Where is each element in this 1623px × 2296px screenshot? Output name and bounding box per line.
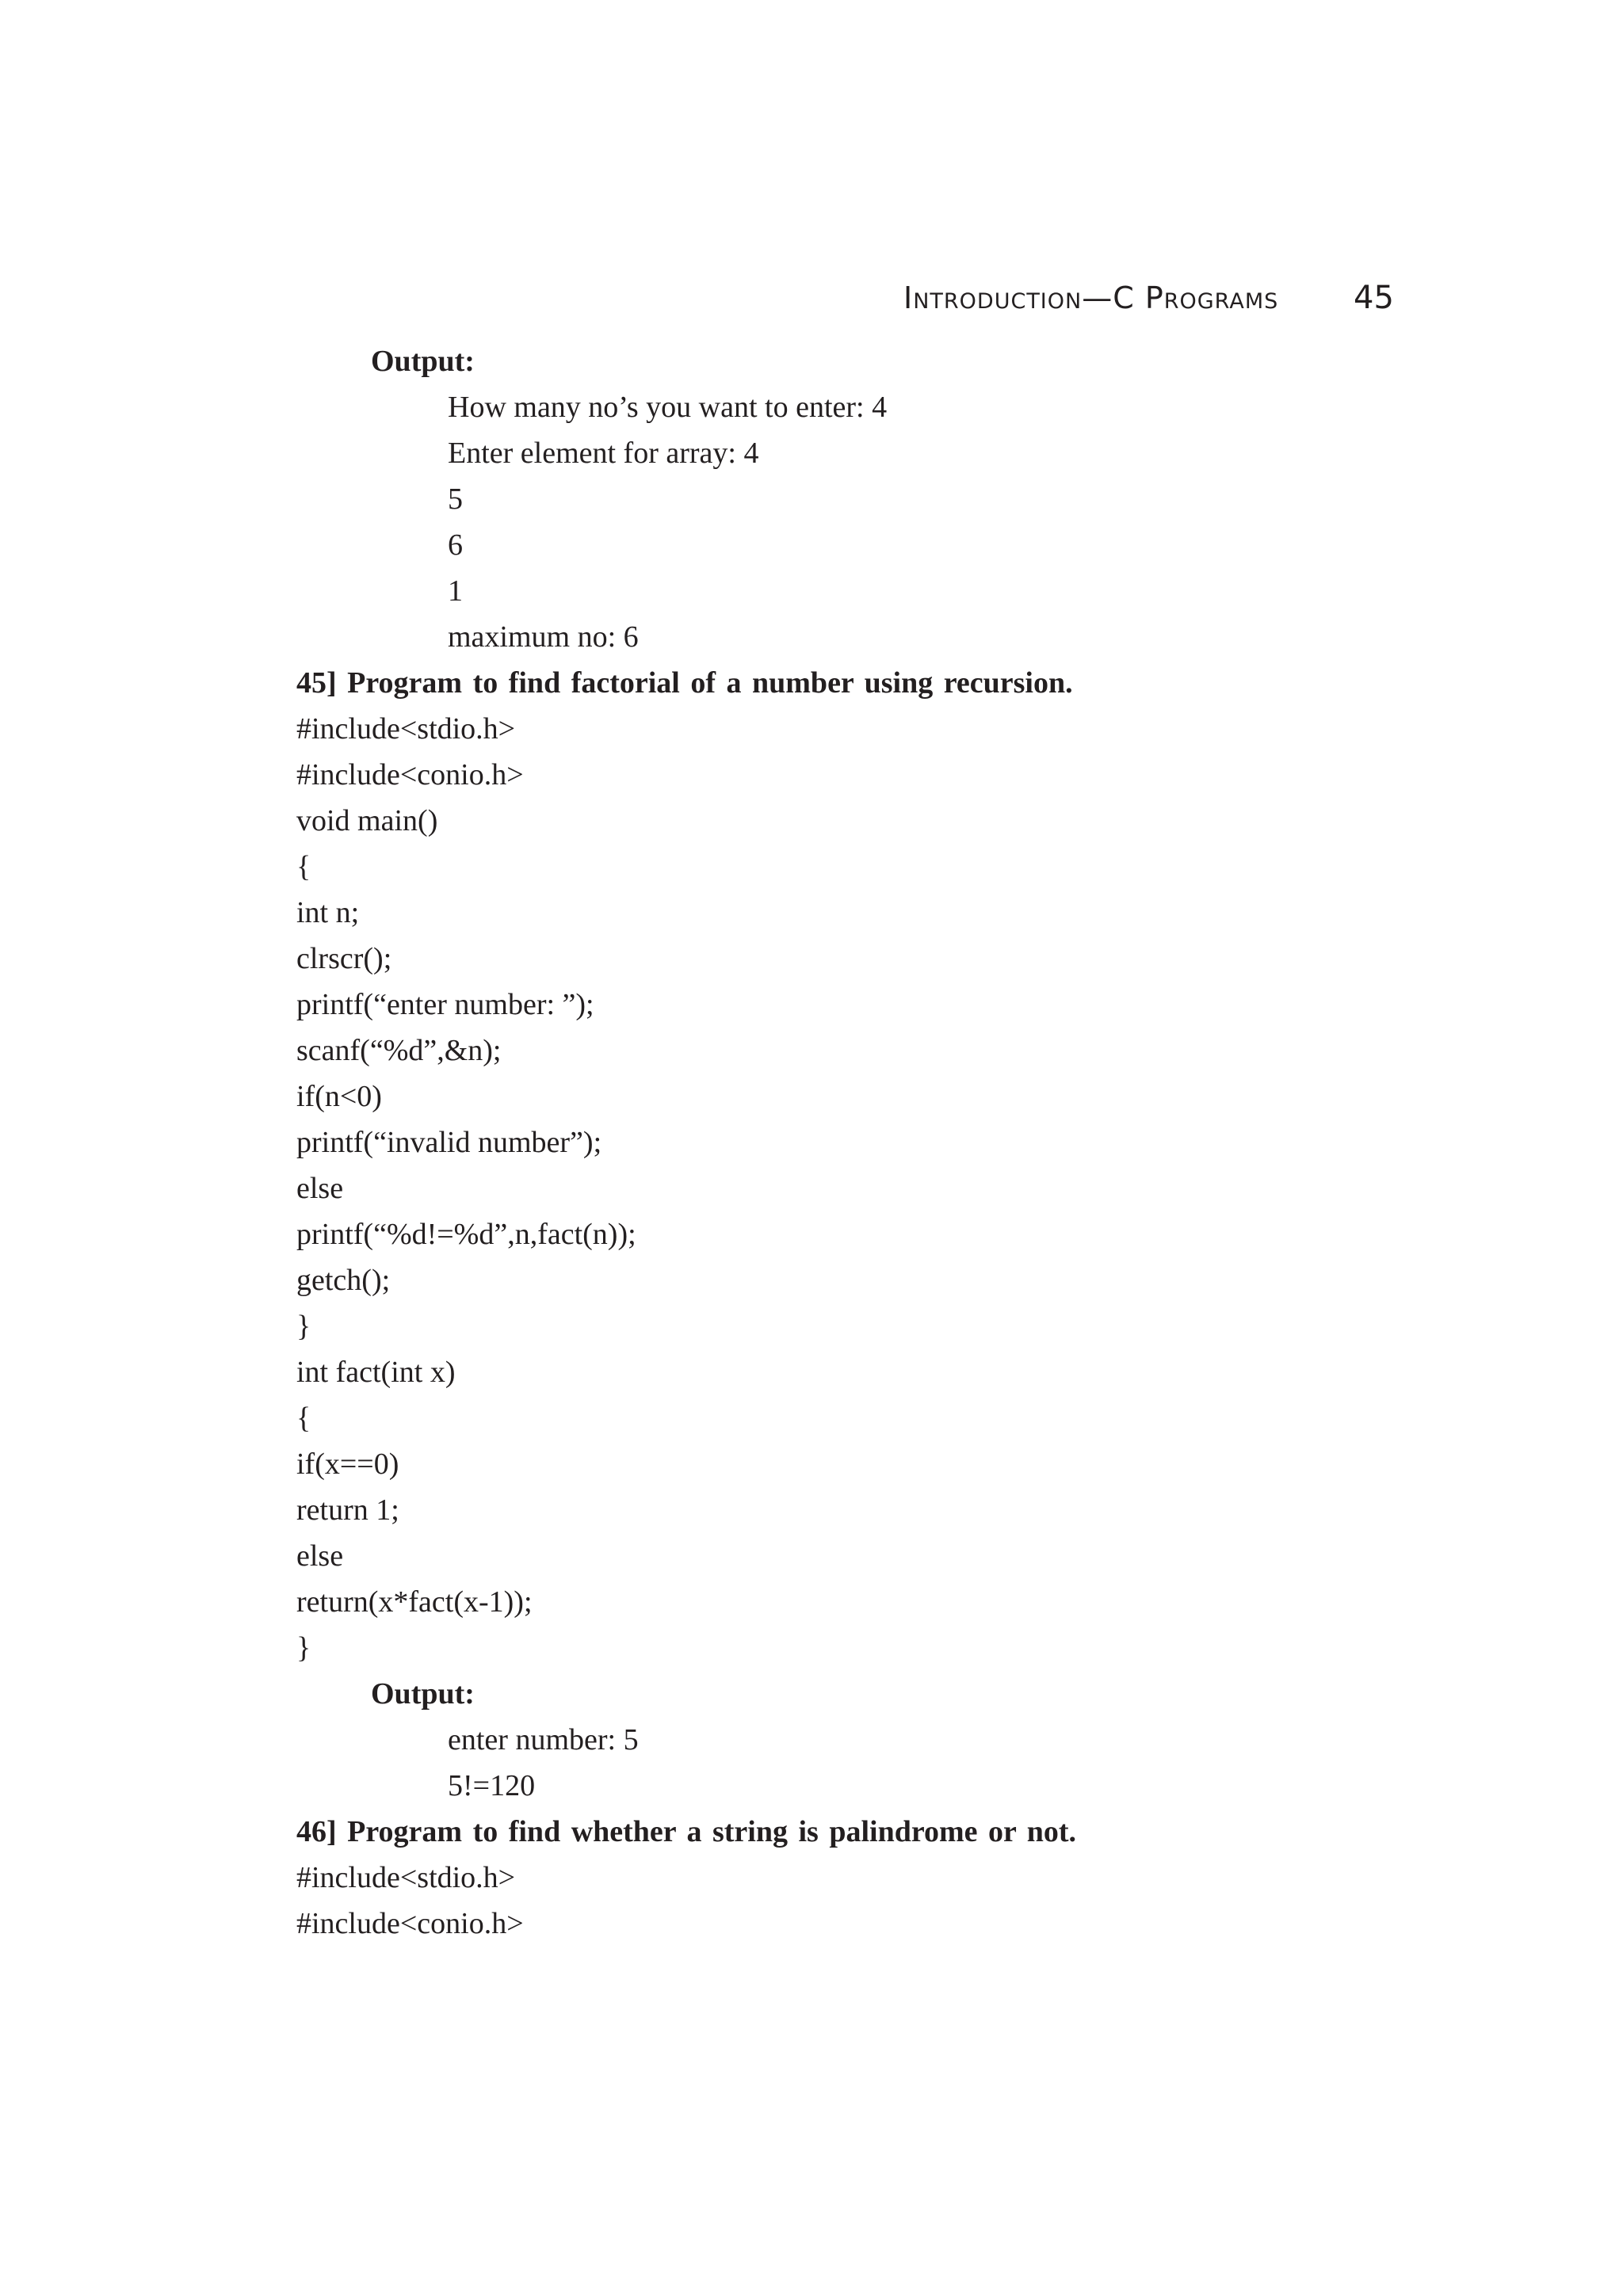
code-line: #include<stdio.h> — [296, 712, 516, 746]
code-line: printf(“%d!=%d”,n,fact(n)); — [296, 1218, 636, 1251]
code-line: getch(); — [296, 1264, 391, 1297]
program-heading: 45] Program to find factorial of a number using recursion. — [296, 666, 1073, 700]
program-heading: 46] Program to find whether a string is palindrome or not. — [296, 1815, 1077, 1848]
code-line: printf(“enter number: ”); — [296, 988, 594, 1021]
code-line: int fact(int x) — [296, 1356, 456, 1389]
output-label: Output: — [371, 1677, 475, 1711]
code-line: int n; — [296, 896, 360, 929]
code-line: scanf(“%d”,&n); — [296, 1034, 502, 1067]
page-body — [296, 338, 1406, 1947]
code-line: if(n<0) — [296, 1080, 382, 1113]
running-head — [903, 274, 1394, 322]
output-line: enter number: 5 — [448, 1723, 639, 1756]
code-line: return 1; — [296, 1493, 399, 1527]
output-line: maximum no: 6 — [448, 620, 639, 654]
code-line: if(x==0) — [296, 1447, 399, 1481]
code-line: else — [296, 1172, 344, 1205]
code-line: clrscr(); — [296, 942, 392, 975]
page-number: 45 — [1354, 280, 1394, 316]
running-title: Introduction—C Programs — [903, 280, 1279, 315]
output-line: 5 — [448, 482, 463, 516]
code-line: return(x*fact(x-1)); — [296, 1585, 533, 1619]
output-line: 5!=120 — [448, 1769, 536, 1802]
output-label: Output: — [371, 345, 475, 378]
output-line: 1 — [448, 574, 463, 608]
code-line: { — [296, 850, 311, 883]
code-line: { — [296, 1402, 311, 1435]
output-line: Enter element for array: 4 — [448, 437, 759, 470]
code-line: void main() — [296, 804, 438, 837]
code-line: printf(“invalid number”); — [296, 1126, 602, 1159]
code-line: #include<stdio.h> — [296, 1861, 516, 1894]
code-line: #include<conio.h> — [296, 1907, 524, 1940]
output-line: 6 — [448, 528, 463, 562]
output-line: How many no’s you want to enter: 4 — [448, 391, 888, 424]
code-line: #include<conio.h> — [296, 758, 524, 791]
code-line: } — [296, 1310, 311, 1343]
code-line: } — [296, 1631, 311, 1665]
code-line: else — [296, 1539, 344, 1573]
